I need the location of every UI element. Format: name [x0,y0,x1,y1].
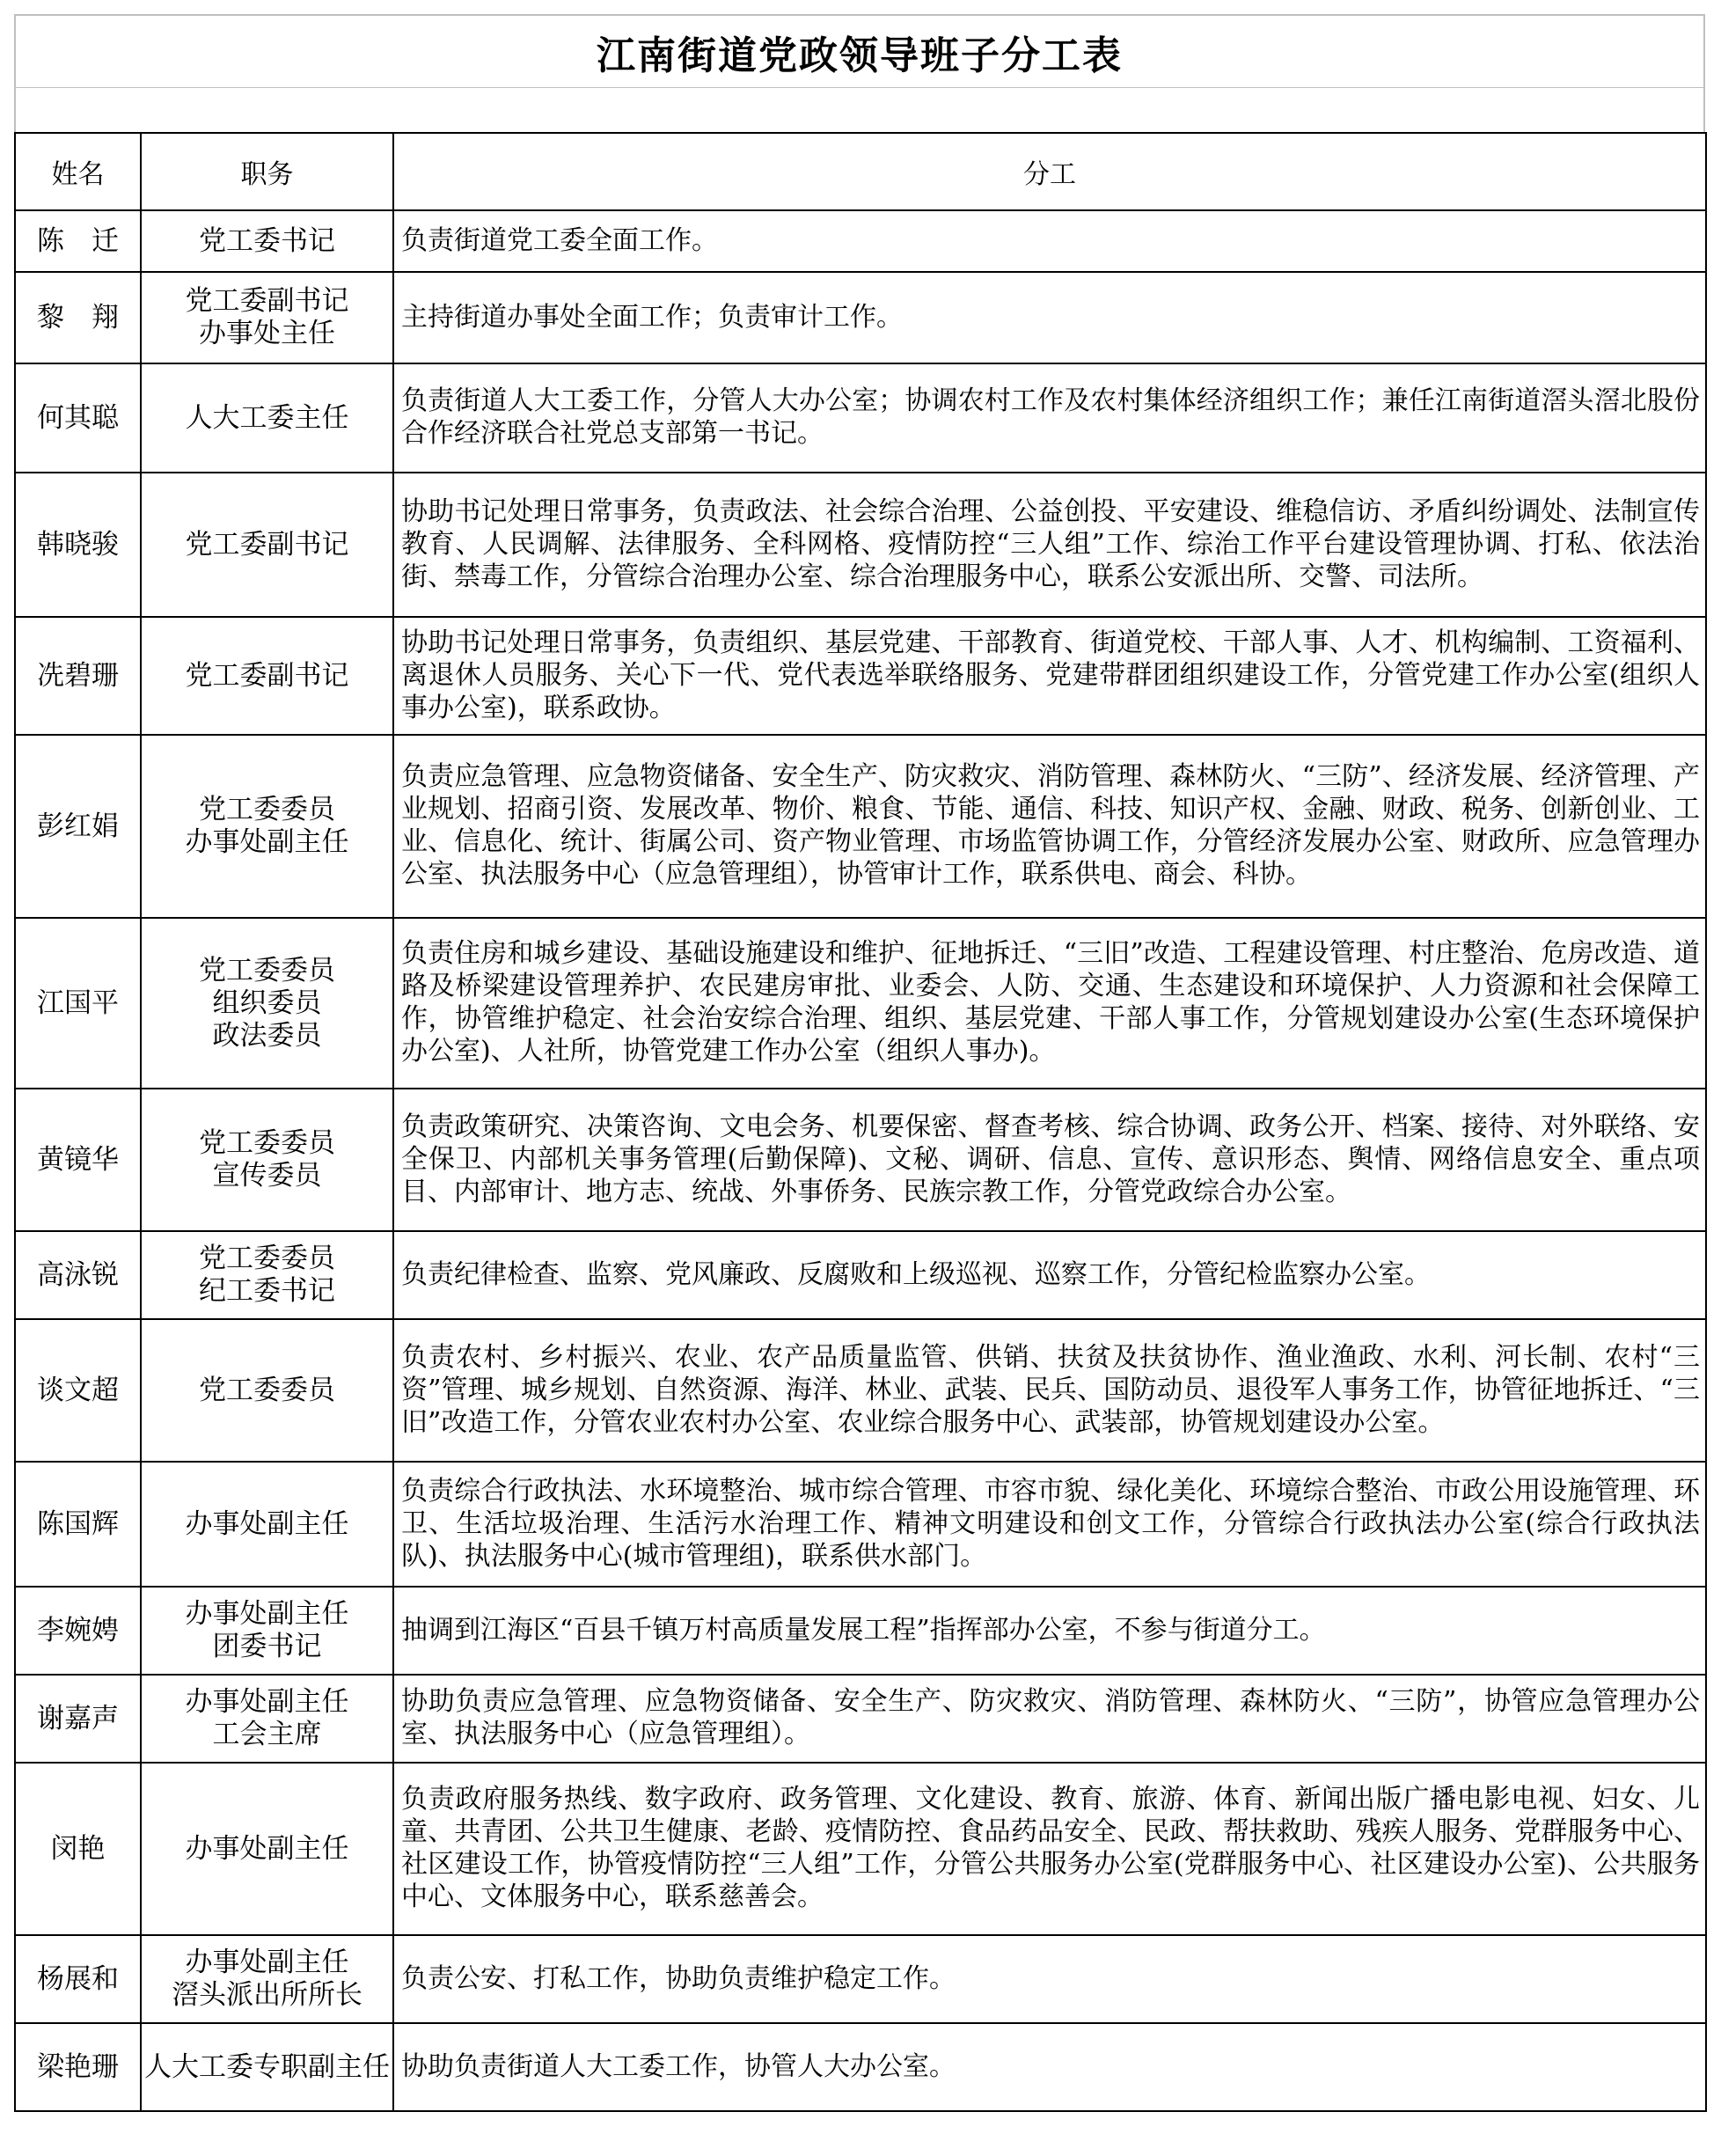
cell-position [141,1462,393,1587]
cell-name [15,1675,141,1763]
position-line: 办事处副主任 [185,1947,349,1978]
cell-duty: 主持街道办事处全面工作；负责审计工作。 [393,272,1706,363]
position-line: 党工委委员 [199,1127,335,1159]
cell-name [15,735,141,918]
cell-duty: 负责政府服务热线、数字政府、政务管理、文化建设、教育、旅游、体育、新闻出版广播电影电视、妇女、儿童、共青团、公共卫生健康、老龄、疫情防控、食品药品安全、民政、帮扶救助、残疾人服务、党群服务中心、社区建设工作，协管疫情防控“三人组”工作，分管公共服务办公室(党群服务中心、社区建设办公室)、公共服务中心、文体服务中心，联系慈善会。 [393,1763,1706,1935]
table-row [15,1675,1706,1763]
name-text: 李婉娉 [37,1614,119,1646]
cell-position [141,363,393,473]
position-line: 党工委副书记 [185,528,349,561]
position-line: 滘头派出所所长 [172,1979,363,2011]
header-name: 姓名 [15,133,141,210]
cell-position [141,1675,393,1763]
position-line: 组织委员 [212,986,322,1019]
position-line: 纪工委书记 [199,1275,335,1307]
name-text: 杨展和 [37,1962,119,1995]
name-text: 陈 迁 [37,224,119,257]
cell-name [15,1587,141,1675]
page-title: 江南街道党政领导班子分工表 [597,33,1123,78]
name-text: 江国平 [37,986,119,1019]
division-table [14,132,1707,2112]
cell-name [15,2023,141,2111]
table-row [15,1587,1706,1675]
cell-duty: 协助负责街道人大工委工作，协管人大办公室。 [393,2023,1706,2111]
position-line: 宣传委员 [212,1160,322,1192]
name-text: 高泳锐 [37,1258,119,1291]
cell-position [141,1089,393,1231]
cell-name [15,363,141,473]
cell-name [15,1089,141,1231]
name-text: 黎 翔 [37,301,119,334]
position-line: 工会主席 [212,1719,322,1750]
cell-position [141,272,393,363]
cell-position [141,617,393,735]
table-row [15,210,1706,272]
position-line: 党工委委员 [199,954,335,986]
sheet [14,14,1705,2112]
name-text: 韩晓骏 [37,528,119,561]
table-row [15,2023,1706,2111]
cell-position [141,1319,393,1462]
table-row [15,1319,1706,1462]
name-text: 彭红娟 [37,810,119,842]
cell-duty: 负责农村、乡村振兴、农业、农产品质量监管、供销、扶贫及扶贫协作、渔业渔政、水利、河长制、农村“三资”管理、城乡规划、自然资源、海洋、林业、武装、民兵、国防动员、退役军人事务工作，协管征地拆迁、“三旧”改造工作，分管农业农村办公室、农业综合服务中心、武装部，协管规划建设办公室。 [393,1319,1706,1462]
position-line: 办事处副主任 [185,826,349,858]
cell-name [15,1231,141,1319]
cell-name [15,473,141,617]
name-text: 谈文超 [37,1374,119,1406]
table-row [15,473,1706,617]
table-row [15,1089,1706,1231]
table-row [15,1231,1706,1319]
position-line: 办事处副主任 [185,1832,349,1865]
cell-position [141,735,393,918]
table-row [15,363,1706,473]
cell-duty: 负责街道人大工委工作，分管人大办公室；协调农村工作及农村集体经济组织工作；兼任江南街道滘头滘北股份合作经济联合社党总支部第一书记。 [393,363,1706,473]
table-row [15,1935,1706,2023]
cell-position [141,210,393,272]
title-row [14,14,1705,88]
position-line: 办事处副主任 [185,1686,349,1718]
cell-name [15,918,141,1089]
name-text: 冼碧珊 [37,659,119,692]
cell-name [15,1763,141,1935]
table-row [15,735,1706,918]
position-line: 办事处副主任 [185,1507,349,1540]
table-row [15,1462,1706,1587]
cell-duty: 负责综合行政执法、水环境整治、城市综合管理、市容市貌、绿化美化、环境综合整治、市政公用设施管理、环卫、生活垃圾治理、生活污水治理工作、精神文明建设和创文工作，分管综合行政执法办公室(综合行政执法队)、执法服务中心(城市管理组)，联系供水部门。 [393,1462,1706,1587]
cell-position [141,1763,393,1935]
cell-position [141,1587,393,1675]
name-text: 谢嘉声 [37,1702,119,1734]
cell-duty: 负责住房和城乡建设、基础设施建设和维护、征地拆迁、“三旧”改造、工程建设管理、村庄整治、危房改造、道路及桥梁建设管理养护、农民建房审批、业委会、人防、交通、生态建设和环境保护、人力资源和社会保障工作，协管维护稳定、社会治安综合治理、组织、基层党建、干部人事工作，分管规划建设办公室(生态环境保护办公室)、人社所，协管党建工作办公室（组织人事办)。 [393,918,1706,1089]
name-text: 黄镜华 [37,1143,119,1176]
cell-position [141,918,393,1089]
cell-duty: 协助负责应急管理、应急物资储备、安全生产、防灾救灾、消防管理、森林防火、“三防”，协管应急管理办公室、执法服务中心（应急管理组）。 [393,1675,1706,1763]
position-line: 党工委委员 [199,794,335,825]
position-line: 党工委委员 [199,1374,335,1406]
table-row [15,918,1706,1089]
position-line: 办事处主任 [199,318,335,349]
cell-name [15,1319,141,1462]
position-line: 团委书记 [212,1631,322,1662]
position-line: 人大工委主任 [185,401,349,434]
header-duty: 分工 [393,133,1706,210]
name-text: 梁艳珊 [37,2050,119,2083]
cell-position [141,2023,393,2111]
name-text: 闵艳 [50,1832,106,1865]
cell-name [15,1935,141,2023]
cell-name [15,1462,141,1587]
table-row [15,272,1706,363]
header-position: 职务 [141,133,393,210]
position-line: 政法委员 [212,1019,322,1052]
cell-duty: 负责街道党工委全面工作。 [393,210,1706,272]
cell-duty: 负责政策研究、决策咨询、文电会务、机要保密、督查考核、综合协调、政务公开、档案、接待、对外联络、安全保卫、内部机关事务管理(后勤保障)、文秘、调研、信息、宣传、意识形态、舆情、网络信息安全、重点项目、内部审计、地方志、统战、外事侨务、民族宗教工作，分管党政综合办公室。 [393,1089,1706,1231]
name-text: 何其聪 [37,401,119,434]
table-row [15,1763,1706,1935]
spacer-row [14,88,1705,132]
cell-duty: 负责应急管理、应急物资储备、安全生产、防灾救灾、消防管理、森林防火、“三防”、经济发展、经济管理、产业规划、招商引资、发展改革、物价、粮食、节能、通信、科技、知识产权、金融、财政、税务、创新创业、工业、信息化、统计、街属公司、资产物业管理、市场监管协调工作，分管经济发展办公室、财政所、应急管理办公室、执法服务中心（应急管理组），协管审计工作，联系供电、商会、科协。 [393,735,1706,918]
cell-duty: 抽调到江海区“百县千镇万村高质量发展工程”指挥部办公室，不参与街道分工。 [393,1587,1706,1675]
cell-duty: 协助书记处理日常事务，负责政法、社会综合治理、公益创投、平安建设、维稳信访、矛盾纠纷调处、法制宣传教育、人民调解、法律服务、全科网格、疫情防控“三人组”工作、综治工作平台建设管理协调、打私、依法治街、禁毒工作，分管综合治理办公室、综合治理服务中心，联系公安派出所、交警、司法所。 [393,473,1706,617]
cell-position [141,473,393,617]
cell-position [141,1231,393,1319]
cell-duty: 负责公安、打私工作，协助负责维护稳定工作。 [393,1935,1706,2023]
header-row [15,133,1706,210]
cell-duty: 负责纪律检查、监察、党风廉政、反腐败和上级巡视、巡察工作，分管纪检监察办公室。 [393,1231,1706,1319]
cell-name [15,210,141,272]
position-line: 党工委副书记 [185,285,349,317]
position-line: 办事处副主任 [185,1598,349,1630]
cell-position [141,1935,393,2023]
table-row [15,617,1706,735]
position-line: 党工委副书记 [185,659,349,692]
position-line: 人大工委专职副主任 [144,2050,390,2083]
cell-duty: 协助书记处理日常事务，负责组织、基层党建、干部教育、街道党校、干部人事、人才、机构编制、工资福利、离退休人员服务、关心下一代、党代表选举联络服务、党建带群团组织建设工作，分管党建工作办公室(组织人事办公室)，联系政协。 [393,617,1706,735]
name-text: 陈国辉 [37,1507,119,1540]
position-line: 党工委书记 [199,224,335,257]
cell-name [15,272,141,363]
position-line: 党工委委员 [199,1243,335,1274]
cell-name [15,617,141,735]
